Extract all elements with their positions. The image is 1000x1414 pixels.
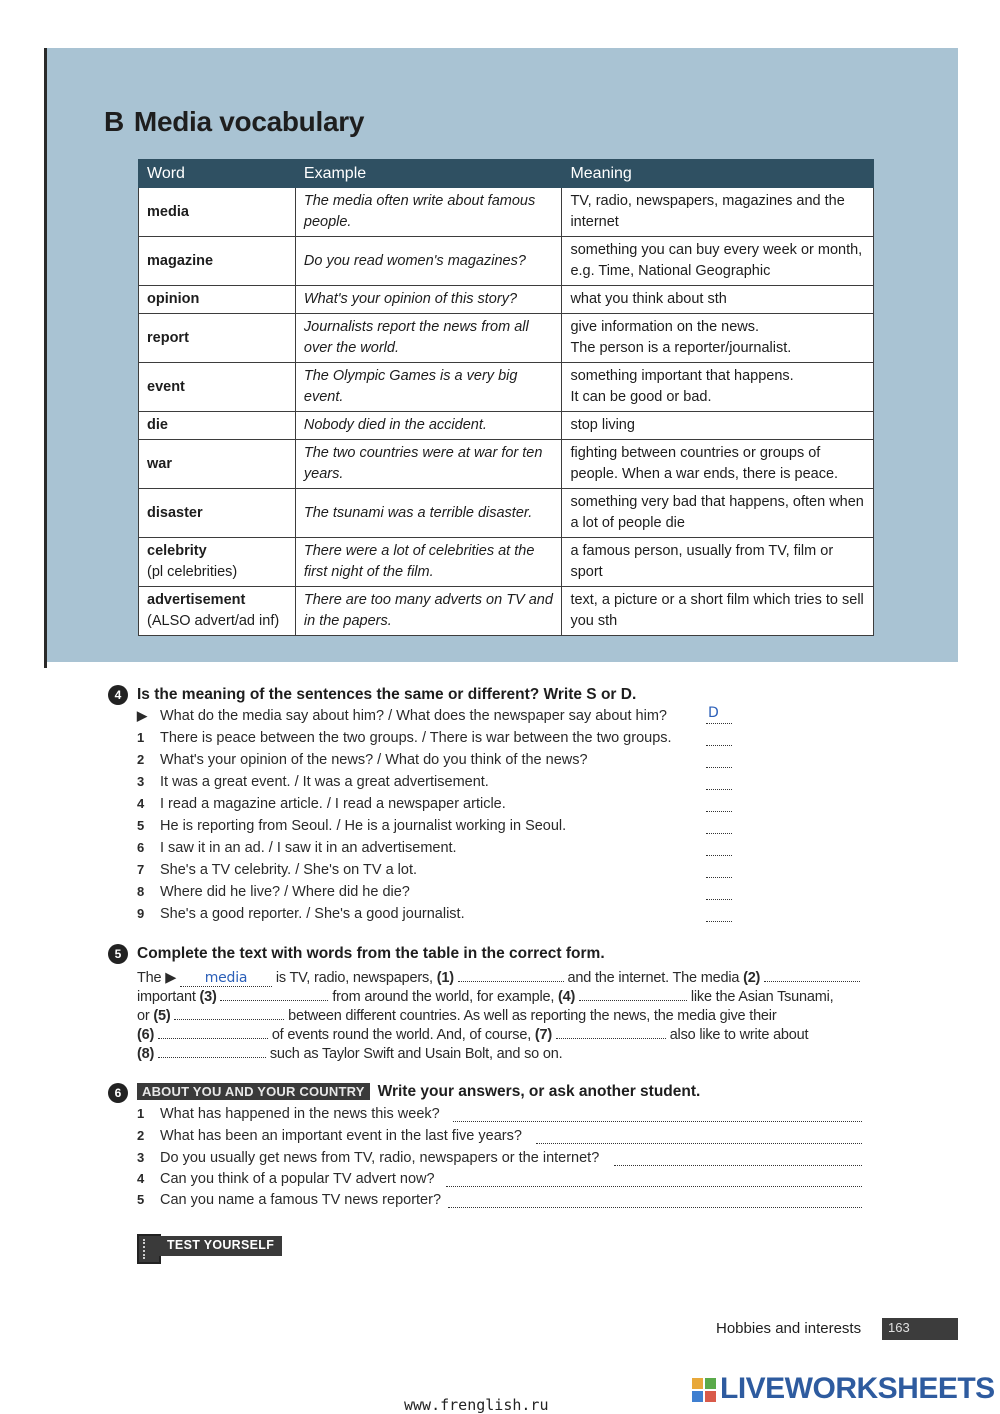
question-number: 2 bbox=[137, 1128, 145, 1143]
liveworksheets-brand: LIVEWORKSHEETS bbox=[720, 1372, 995, 1405]
table-row bbox=[139, 412, 874, 440]
question-number: 5 bbox=[137, 818, 145, 833]
question-number: 2 bbox=[137, 752, 145, 767]
cloze-text: such as Taylor Swift and Usain Bolt, and so on. bbox=[269, 1046, 563, 1062]
example-cell: The tsunami was a terrible disaster. bbox=[295, 489, 562, 538]
table-row bbox=[139, 489, 874, 538]
cloze-line bbox=[137, 1006, 776, 1024]
answer-blank[interactable] bbox=[706, 907, 732, 922]
table-row bbox=[139, 440, 874, 489]
question-text: What has been an important event in the last five years? bbox=[160, 1128, 522, 1144]
question-text: What has happened in the news this week? bbox=[160, 1106, 440, 1122]
chapter-title: Hobbies and interests bbox=[716, 1320, 862, 1337]
question-row bbox=[137, 1128, 522, 1150]
cloze-text: of events round the world. And, of course, bbox=[271, 1027, 532, 1043]
question-row bbox=[137, 1106, 440, 1128]
question-text: Can you think of a popular TV advert now? bbox=[160, 1171, 435, 1187]
meaning-line: The person is a reporter/journalist. bbox=[570, 340, 792, 356]
question-row bbox=[137, 862, 417, 884]
word-cell: report bbox=[139, 314, 296, 363]
question-number: 6 bbox=[137, 840, 145, 855]
cloze-line bbox=[137, 968, 860, 987]
meaning-cell: something very bad that happens, often when a lot of people die bbox=[562, 489, 874, 538]
about-you-badge: ABOUT YOU AND YOUR COUNTRY bbox=[137, 1083, 370, 1100]
cloze-text: like the Asian Tsunami, bbox=[690, 989, 834, 1005]
cloze-line bbox=[137, 987, 834, 1005]
answer-blank[interactable] bbox=[706, 841, 732, 856]
exercise-4-number: 4 bbox=[108, 685, 128, 705]
gap-input[interactable] bbox=[220, 987, 328, 1001]
question-number: 4 bbox=[137, 796, 145, 811]
word-cell bbox=[139, 538, 296, 587]
question-row bbox=[137, 1150, 599, 1172]
exercise-6-instruction: Write your answers, or ask another student. bbox=[377, 1083, 701, 1100]
question-text: I saw it in an ad. / I saw it in an advertisement. bbox=[160, 840, 457, 856]
exercise-6-heading bbox=[137, 1083, 700, 1101]
word-cell bbox=[139, 587, 296, 636]
section-letter: B bbox=[104, 106, 124, 137]
gap-input[interactable] bbox=[158, 1025, 268, 1039]
question-text: Do you usually get news from TV, radio, newspapers or the internet? bbox=[160, 1150, 600, 1166]
table-row bbox=[139, 237, 874, 286]
word-main: advertisement bbox=[147, 592, 246, 608]
exercise-5-heading: Complete the text with words from the table in the correct form. bbox=[137, 945, 605, 962]
cloze-text: important bbox=[137, 989, 196, 1005]
gap-example-answer: media bbox=[180, 970, 272, 987]
cloze-text: is TV, radio, newspapers, bbox=[275, 970, 433, 986]
question-row bbox=[137, 752, 588, 774]
gap-number: (2) bbox=[743, 970, 761, 986]
liveworksheets-logo-icon bbox=[692, 1378, 716, 1402]
question-number: 4 bbox=[137, 1171, 145, 1186]
gap-input[interactable] bbox=[556, 1025, 666, 1039]
example-cell: There are too many adverts on TV and in the papers. bbox=[295, 587, 562, 636]
answer-line[interactable] bbox=[614, 1152, 862, 1166]
question-number: 8 bbox=[137, 884, 145, 899]
gap-number: (5) bbox=[153, 1008, 171, 1024]
cloze-text: or bbox=[137, 1008, 150, 1024]
cloze-text: between different countries. As well as reporting the news, the media give their bbox=[288, 1008, 777, 1024]
question-number: 1 bbox=[137, 730, 145, 745]
answer-blank[interactable] bbox=[706, 775, 732, 790]
question-number: 1 bbox=[137, 1106, 145, 1121]
example-cell: The media often write about famous people. bbox=[295, 188, 562, 237]
table-row bbox=[139, 538, 874, 587]
example-cell: What's your opinion of this story? bbox=[295, 286, 562, 314]
question-row bbox=[137, 1192, 441, 1214]
answer-blank[interactable] bbox=[706, 731, 732, 746]
gap-number: (6) bbox=[137, 1027, 155, 1043]
meaning-line: something important that happens. bbox=[570, 368, 794, 384]
gap-number: (1) bbox=[436, 970, 454, 986]
section-title bbox=[104, 106, 364, 138]
answer-blank[interactable] bbox=[706, 863, 732, 878]
meaning-cell bbox=[562, 363, 874, 412]
word-cell: event bbox=[139, 363, 296, 412]
exercise-5-number: 5 bbox=[108, 944, 128, 964]
section-title-text: Media vocabulary bbox=[133, 106, 365, 137]
meaning-cell: fighting between countries or groups of people. When a war ends, there is peace. bbox=[562, 440, 874, 489]
question-text: Where did he live? / Where did he die? bbox=[160, 884, 410, 900]
example-cell: Journalists report the news from all over the world. bbox=[295, 314, 562, 363]
page-number: 163 bbox=[882, 1318, 958, 1340]
word-cell: disaster bbox=[139, 489, 296, 538]
header-word: Word bbox=[139, 160, 296, 188]
question-text: It was a great event. / It was a great advertisement. bbox=[160, 774, 489, 790]
meaning-line: It can be good or bad. bbox=[570, 389, 712, 405]
question-text: He is reporting from Seoul. / He is a journalist working in Seoul. bbox=[160, 818, 567, 834]
answer-line[interactable] bbox=[536, 1130, 862, 1144]
source-url: www.frenglish.ru bbox=[404, 1396, 549, 1414]
meaning-line: give information on the news. bbox=[570, 319, 760, 335]
answer-blank[interactable] bbox=[706, 885, 732, 900]
exercise-4-heading: Is the meaning of the sentences the same or different? Write S or D. bbox=[137, 686, 637, 703]
example-cell: Do you read women's magazines? bbox=[295, 237, 562, 286]
example-answer: D bbox=[708, 705, 719, 721]
table-row bbox=[139, 363, 874, 412]
example-cell: Nobody died in the accident. bbox=[295, 412, 562, 440]
question-text: She's a TV celebrity. / She's on TV a lot. bbox=[160, 862, 417, 878]
word-cell: opinion bbox=[139, 286, 296, 314]
gap-input[interactable] bbox=[158, 1044, 266, 1058]
question-number: 9 bbox=[137, 906, 145, 921]
word-note: (pl celebrities) bbox=[147, 564, 238, 580]
answer-line[interactable] bbox=[453, 1108, 862, 1122]
answer-blank[interactable] bbox=[706, 819, 732, 834]
question-number: 5 bbox=[137, 1192, 145, 1207]
test-yourself-button[interactable] bbox=[137, 1234, 289, 1262]
example-cell: The two countries were at war for ten years. bbox=[295, 440, 562, 489]
question-row bbox=[137, 906, 465, 928]
question-text: What's your opinion of the news? / What do you think of the news? bbox=[160, 752, 588, 768]
question-row bbox=[137, 730, 672, 752]
question-number: 3 bbox=[137, 1150, 145, 1165]
word-cell: media bbox=[139, 188, 296, 237]
gap-number: (4) bbox=[558, 989, 576, 1005]
example-text: What do the media say about him? / What does the newspaper say about him? bbox=[160, 708, 667, 724]
cloze-text: and the internet. The media bbox=[567, 970, 740, 986]
cloze-text: also like to write about bbox=[669, 1027, 809, 1043]
meaning-cell bbox=[562, 314, 874, 363]
question-row bbox=[137, 818, 566, 840]
question-row bbox=[137, 796, 506, 818]
meaning-cell: a famous person, usually from TV, film or sport bbox=[562, 538, 874, 587]
table-header-row bbox=[139, 160, 874, 188]
answer-line[interactable] bbox=[448, 1194, 862, 1208]
cloze-line bbox=[137, 1025, 808, 1043]
meaning-cell: TV, radio, newspapers, magazines and the internet bbox=[562, 188, 874, 237]
example-cell: The Olympic Games is a very big event. bbox=[295, 363, 562, 412]
table-row bbox=[139, 188, 874, 237]
word-note: (ALSO advert/ad inf) bbox=[147, 613, 280, 629]
cloze-line bbox=[137, 1044, 562, 1062]
header-example: Example bbox=[295, 160, 562, 188]
header-meaning: Meaning bbox=[562, 160, 874, 188]
question-text: I read a magazine article. / I read a newspaper article. bbox=[160, 796, 506, 812]
gap-input[interactable] bbox=[174, 1006, 284, 1020]
vocabulary-table bbox=[138, 159, 874, 636]
question-text: There is peace between the two groups. / There is war between the two groups. bbox=[160, 730, 672, 746]
exercise-6-number: 6 bbox=[108, 1083, 128, 1103]
answer-blank[interactable] bbox=[706, 797, 732, 812]
example-marker: ▶ bbox=[137, 708, 147, 723]
meaning-cell: text, a picture or a short film which tries to sell you sth bbox=[562, 587, 874, 636]
table-row bbox=[139, 587, 874, 636]
gap-number: (8) bbox=[137, 1046, 155, 1062]
question-number: 7 bbox=[137, 862, 145, 877]
gap-number: (3) bbox=[199, 989, 217, 1005]
question-row bbox=[137, 884, 410, 906]
meaning-cell: something you can buy every week or month, e.g. Time, National Geographic bbox=[562, 237, 874, 286]
answer-blank[interactable] bbox=[706, 753, 732, 768]
word-cell: magazine bbox=[139, 237, 296, 286]
meaning-cell: what you think about sth bbox=[562, 286, 874, 314]
table-row bbox=[139, 286, 874, 314]
answer-line[interactable] bbox=[446, 1173, 862, 1187]
word-main: celebrity bbox=[147, 543, 207, 559]
cloze-text: The ▶ bbox=[137, 970, 177, 986]
question-text: Can you name a famous TV news reporter? bbox=[160, 1192, 442, 1208]
gap-input[interactable] bbox=[579, 987, 687, 1001]
example-cell: There were a lot of celebrities at the first night of the film. bbox=[295, 538, 562, 587]
gap-number: (7) bbox=[534, 1027, 552, 1043]
notebook-icon bbox=[137, 1234, 161, 1264]
question-row bbox=[137, 840, 457, 862]
question-text: She's a good reporter. / She's a good journalist. bbox=[160, 906, 465, 922]
question-row bbox=[137, 774, 489, 796]
word-cell: war bbox=[139, 440, 296, 489]
question-number: 3 bbox=[137, 774, 145, 789]
question-row bbox=[137, 1171, 435, 1193]
test-yourself-label: TEST YOURSELF bbox=[159, 1236, 282, 1256]
word-cell: die bbox=[139, 412, 296, 440]
gap-input[interactable] bbox=[764, 968, 860, 982]
gap-input[interactable] bbox=[458, 968, 564, 982]
cloze-text: from around the world, for example, bbox=[332, 989, 555, 1005]
meaning-cell: stop living bbox=[562, 412, 874, 440]
table-row bbox=[139, 314, 874, 363]
exercise-4-example bbox=[137, 708, 667, 730]
